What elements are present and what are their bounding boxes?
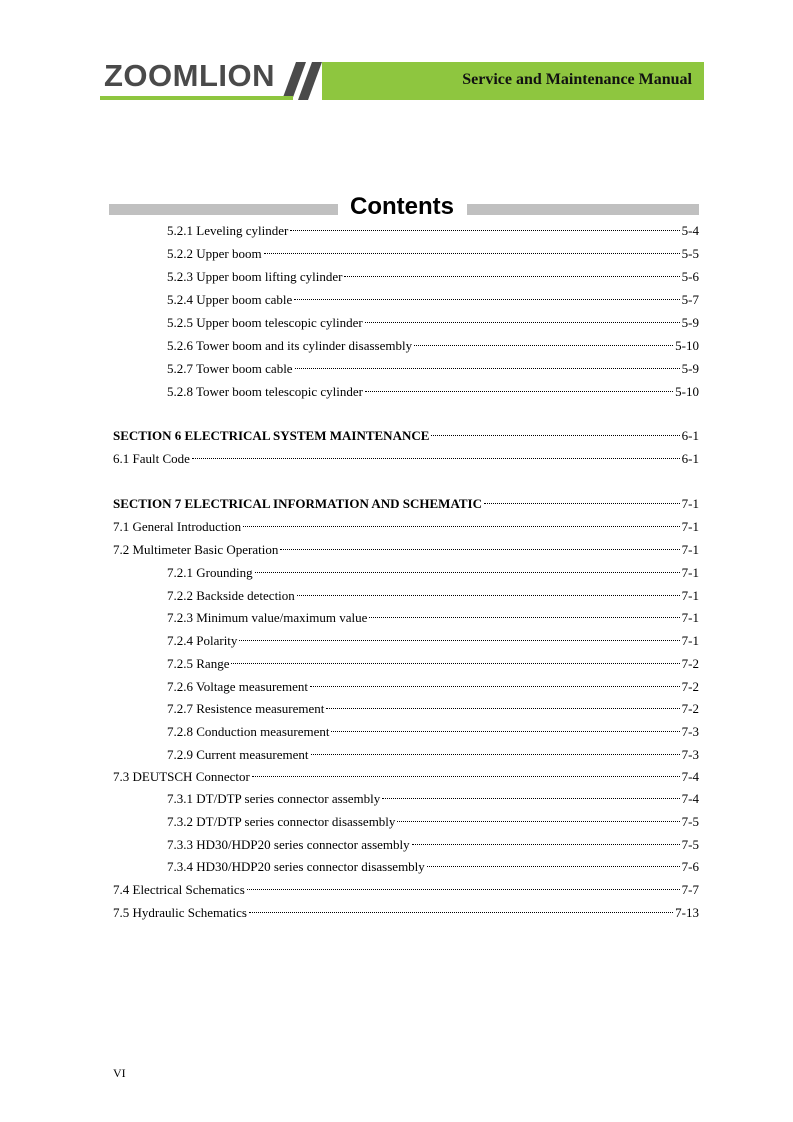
toc-entry-page: 7-2 — [681, 701, 699, 716]
toc-entry-label: 7.1 General Introduction — [113, 519, 242, 534]
toc-entry[interactable] — [113, 540, 699, 560]
toc-entry[interactable] — [167, 586, 699, 606]
toc-entry-label: SECTION 6 ELECTRICAL SYSTEM MAINTENANCE — [113, 428, 430, 443]
toc-entry[interactable] — [167, 244, 699, 264]
toc-entry-label: 7.3.2 DT/DTP series connector disassembly — [167, 814, 396, 829]
toc-entry[interactable] — [167, 563, 699, 583]
toc-entry-page: 7-1 — [681, 588, 699, 603]
toc-entry-page: 7-1 — [681, 519, 699, 534]
toc-entry-page: 6-1 — [681, 428, 699, 443]
header-green-rule — [100, 96, 293, 100]
toc-entry-page: 7-5 — [681, 837, 699, 852]
toc-entry-label: 7.3.4 HD30/HDP20 series connector disassembly — [167, 859, 425, 874]
zoomlion-logo: ZOOMLION — [104, 58, 276, 93]
toc-entry-label: 7.2.9 Current measurement — [167, 747, 309, 762]
toc-entry[interactable] — [167, 382, 699, 402]
toc-entry-page: 5-9 — [681, 315, 699, 330]
toc-entry-page: 7-13 — [675, 905, 699, 920]
toc-entry-label: 7.5 Hydraulic Schematics — [113, 905, 247, 920]
toc-dot-leader — [290, 230, 679, 231]
toc-entry-page: 7-2 — [681, 656, 699, 671]
toc-dot-leader — [369, 617, 679, 618]
toc-dot-leader — [365, 391, 673, 392]
toc-entry-label: 5.2.3 Upper boom lifting cylinder — [167, 269, 343, 284]
toc-entry-label: 7.2.2 Backside detection — [167, 588, 295, 603]
toc-dot-leader — [382, 798, 679, 799]
toc-entry-label: 7.2.3 Minimum value/maximum value — [167, 610, 368, 625]
toc-dot-leader — [243, 526, 680, 527]
toc-entry[interactable] — [113, 449, 699, 469]
toc-entry[interactable] — [167, 290, 699, 310]
contents-rule-right — [467, 204, 699, 215]
toc-entry-page: 5-10 — [675, 384, 699, 399]
toc-dot-leader — [431, 435, 679, 436]
toc-entry-page: 5-10 — [675, 338, 699, 353]
toc-dot-leader — [297, 595, 680, 596]
toc-entry[interactable] — [167, 789, 699, 809]
toc-dot-leader — [249, 912, 673, 913]
contents-title: Contents — [350, 193, 454, 220]
toc-dot-leader — [365, 322, 680, 323]
toc-entry-page: 7-1 — [681, 496, 699, 511]
toc-entry-page: 7-6 — [681, 859, 699, 874]
toc-entry-label: 5.2.4 Upper boom cable — [167, 292, 293, 307]
toc-entry-label: 5.2.7 Tower boom cable — [167, 361, 293, 376]
toc-entry-label: 7.2.6 Voltage measurement — [167, 679, 309, 694]
toc-entry-label: SECTION 7 ELECTRICAL INFORMATION AND SCHEMATIC — [113, 496, 482, 511]
toc-entry-label: 7.2.1 Grounding — [167, 565, 253, 580]
toc-entry[interactable] — [113, 767, 699, 787]
toc-entry-label: 5.2.6 Tower boom and its cylinder disassembly — [167, 338, 413, 353]
toc-entry-label: 5.2.5 Upper boom telescopic cylinder — [167, 315, 363, 330]
toc-entry[interactable] — [113, 426, 699, 446]
toc-entry[interactable] — [167, 336, 699, 356]
toc-dot-leader — [397, 821, 679, 822]
toc-dot-leader — [427, 866, 680, 867]
toc-entry[interactable] — [167, 221, 699, 241]
toc-dot-leader — [247, 889, 680, 890]
toc-entry-page: 7-1 — [681, 565, 699, 580]
toc-entry-page: 5-9 — [681, 361, 699, 376]
toc-entry-page: 7-1 — [681, 542, 699, 557]
page-number: VI — [113, 1066, 126, 1080]
toc-entry[interactable] — [167, 313, 699, 333]
toc-dot-leader — [310, 686, 680, 687]
toc-dot-leader — [255, 572, 680, 573]
toc-entry-page: 7-2 — [681, 679, 699, 694]
toc-entry[interactable] — [167, 654, 699, 674]
toc-entry[interactable] — [167, 359, 699, 379]
toc-entry-label: 7.2.7 Resistence measurement — [167, 701, 325, 716]
contents-rule-left — [109, 204, 338, 215]
toc-entry-label: 6.1 Fault Code — [113, 451, 190, 466]
toc-entry-page: 5-7 — [681, 292, 699, 307]
toc-entry[interactable] — [113, 880, 699, 900]
toc-entry[interactable] — [167, 267, 699, 287]
toc-dot-leader — [280, 549, 679, 550]
toc-entry-page: 7-7 — [681, 882, 699, 897]
toc-entry-page: 7-3 — [681, 747, 699, 762]
toc-entry-page: 6-1 — [681, 451, 699, 466]
toc-entry[interactable] — [113, 517, 699, 537]
manual-title: Service and Maintenance Manual — [462, 71, 692, 88]
toc-entry-label: 7.2.8 Conduction measurement — [167, 724, 330, 739]
toc-entry-page: 7-1 — [681, 610, 699, 625]
toc-entry[interactable] — [167, 631, 699, 651]
toc-dot-leader — [484, 503, 680, 504]
toc-entry[interactable] — [167, 745, 699, 765]
toc-entry-label: 7.4 Electrical Schematics — [113, 882, 245, 897]
toc-entry-label: 5.2.1 Leveling cylinder — [167, 223, 289, 238]
toc-entry-page: 7-4 — [681, 791, 699, 806]
toc-dot-leader — [412, 844, 680, 845]
toc-entry[interactable] — [167, 722, 699, 742]
toc-entry[interactable] — [167, 699, 699, 719]
header-banner — [322, 62, 704, 100]
toc-entry[interactable] — [167, 812, 699, 832]
toc-dot-leader — [264, 253, 680, 254]
toc-entry-page: 7-3 — [681, 724, 699, 739]
toc-entry[interactable] — [113, 494, 699, 514]
toc-entry-label: 7.3.3 HD30/HDP20 series connector assembly — [167, 837, 410, 852]
toc-entry-label: 7.2 Multimeter Basic Operation — [113, 542, 279, 557]
toc-entry-page: 5-4 — [681, 223, 699, 238]
toc-entry-page: 5-5 — [681, 246, 699, 261]
toc-dot-leader — [311, 754, 680, 755]
toc-dot-leader — [239, 640, 679, 641]
toc-entry-page: 7-4 — [681, 769, 699, 784]
toc-entry[interactable] — [113, 903, 699, 923]
toc-entry-page: 5-6 — [681, 269, 699, 284]
toc-dot-leader — [326, 708, 679, 709]
toc-entry-page: 7-1 — [681, 633, 699, 648]
toc-dot-leader — [331, 731, 679, 732]
toc-entry[interactable] — [167, 677, 699, 697]
toc-entry-label: 7.2.5 Range — [167, 656, 230, 671]
toc-dot-leader — [414, 345, 673, 346]
toc-entry-label: 5.2.8 Tower boom telescopic cylinder — [167, 384, 363, 399]
toc-dot-leader — [192, 458, 680, 459]
toc-entry-label: 7.3.1 DT/DTP series connector assembly — [167, 791, 381, 806]
toc-dot-leader — [252, 776, 680, 777]
toc-entry[interactable] — [167, 835, 699, 855]
toc-entry-label: 7.3 DEUTSCH Connector — [113, 769, 250, 784]
toc-entry[interactable] — [167, 608, 699, 628]
toc-entry-label: 7.2.4 Polarity — [167, 633, 238, 648]
toc-dot-leader — [295, 368, 680, 369]
toc-entry-page: 7-5 — [681, 814, 699, 829]
toc-dot-leader — [344, 276, 679, 277]
toc-entry-label: 5.2.2 Upper boom — [167, 246, 262, 261]
toc-dot-leader — [231, 663, 679, 664]
toc-entry[interactable] — [167, 857, 699, 877]
toc-dot-leader — [294, 299, 679, 300]
